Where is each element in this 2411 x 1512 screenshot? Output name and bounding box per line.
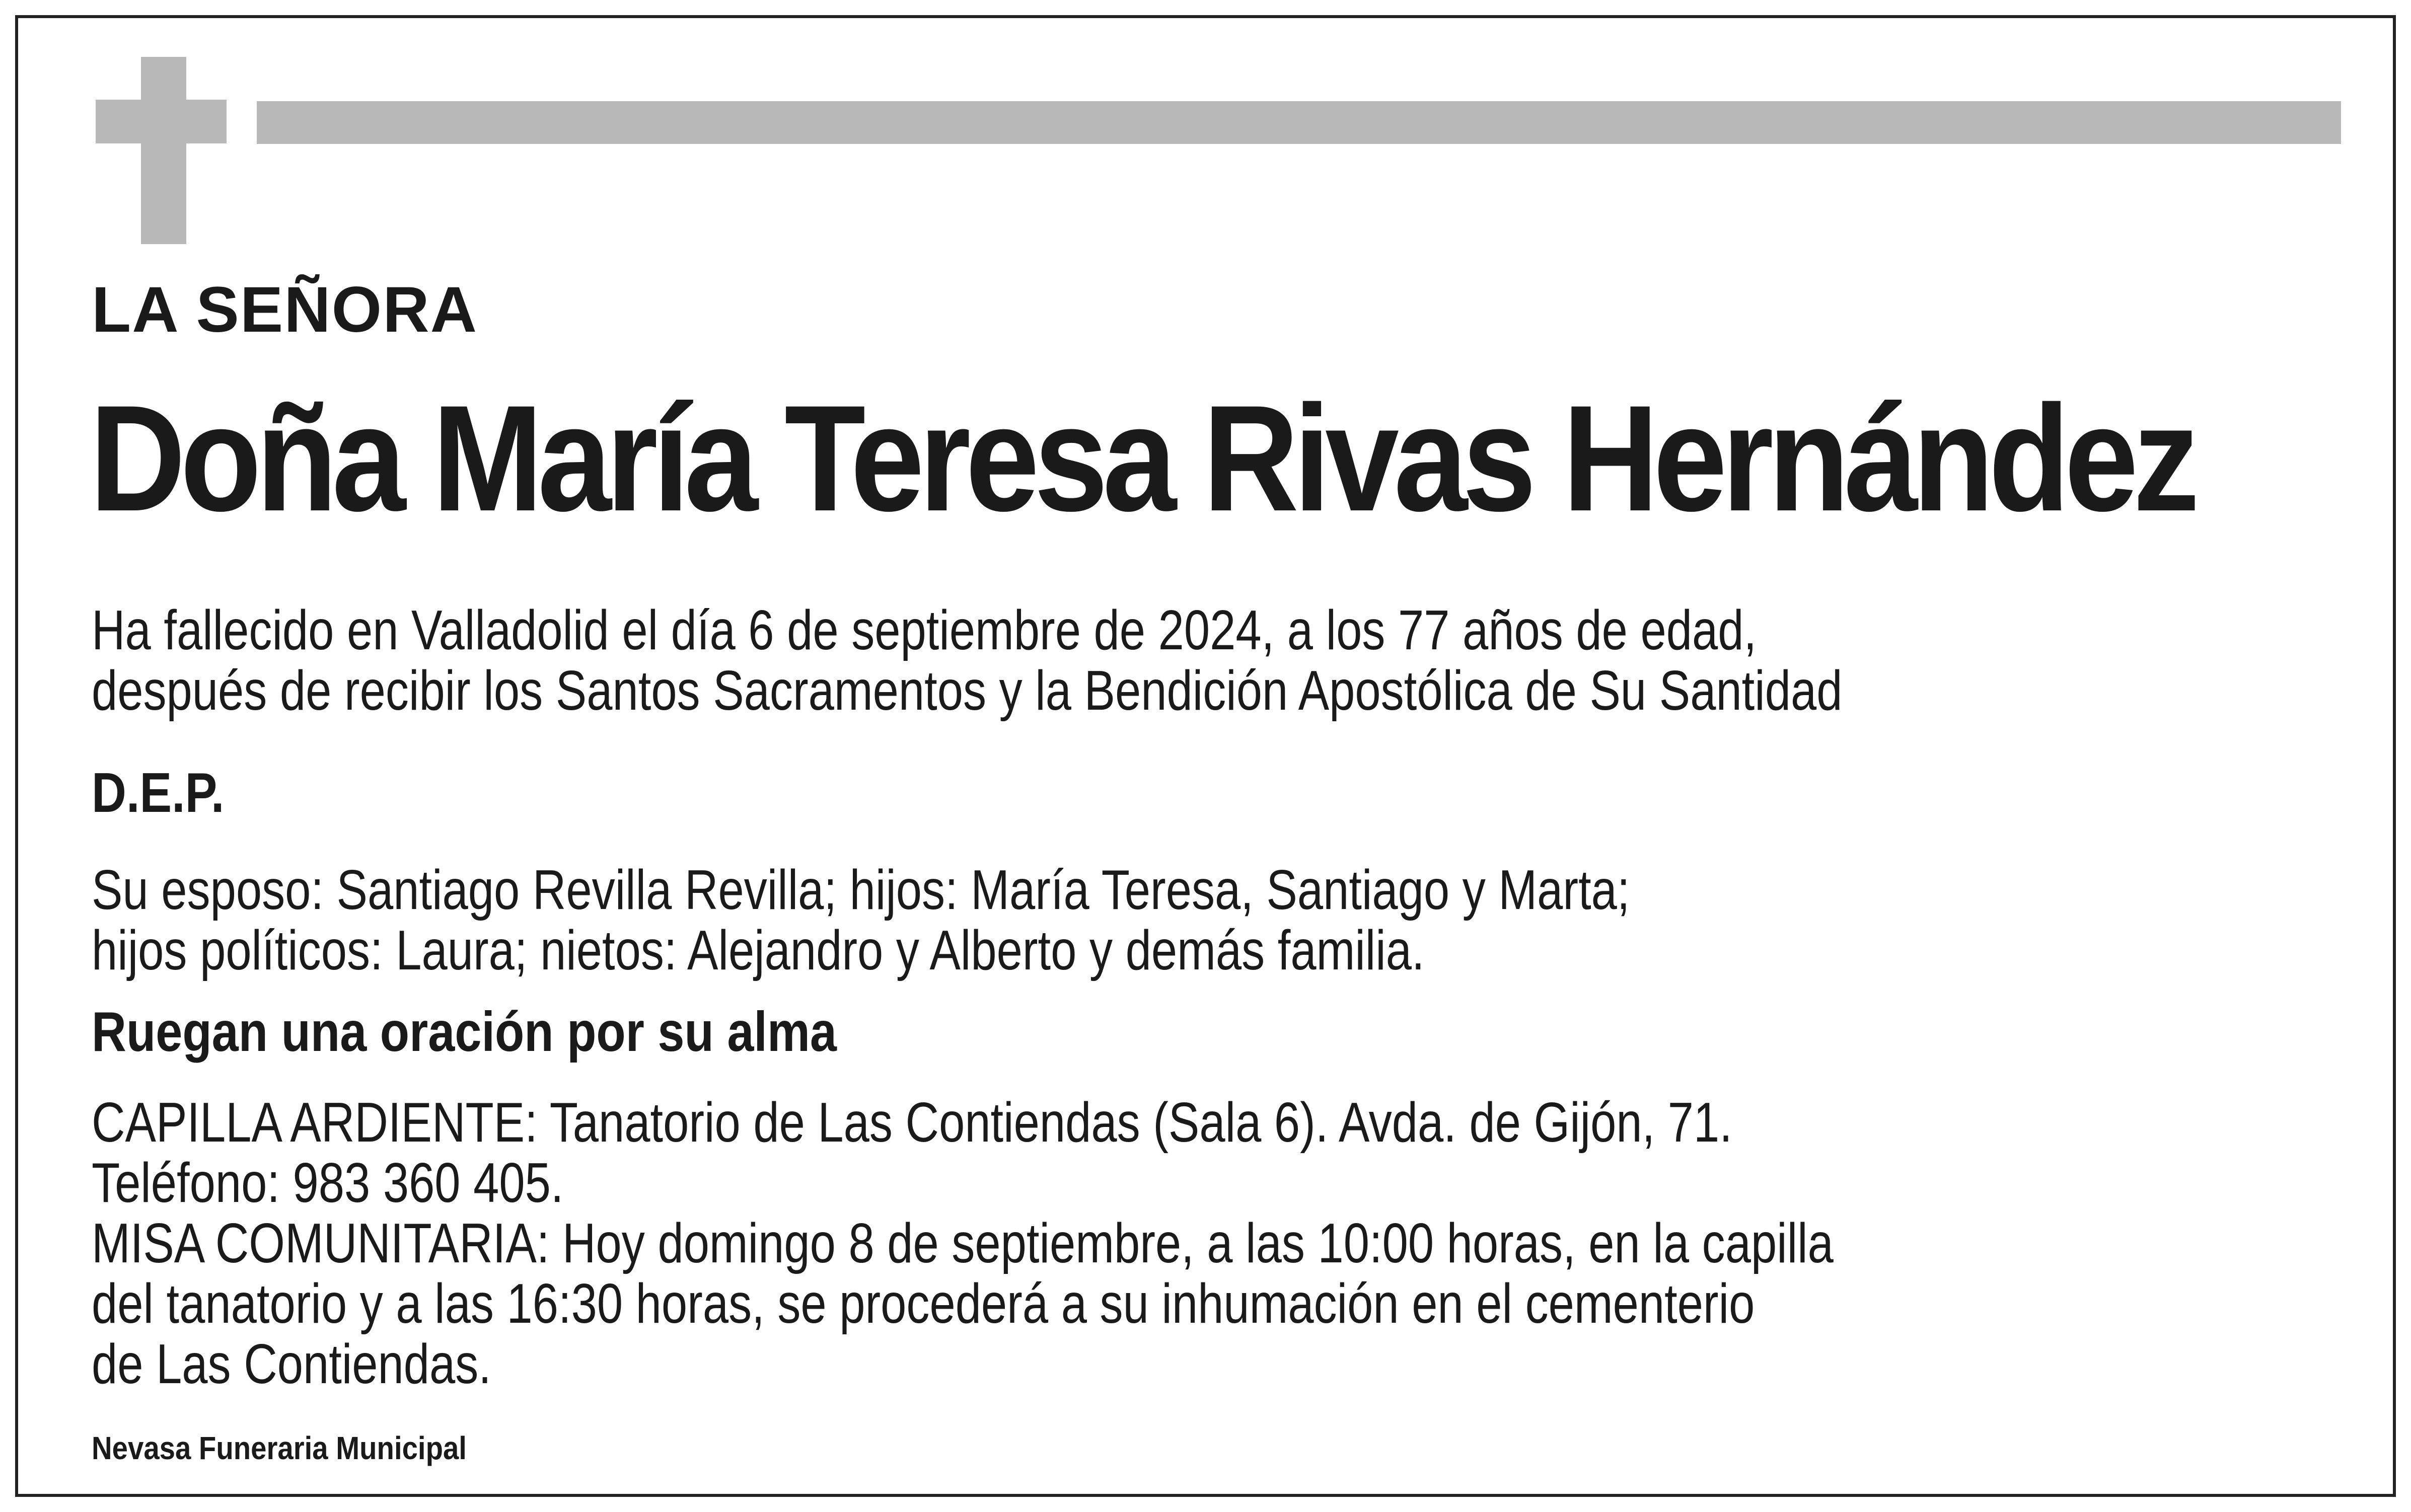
- header-rule: [257, 101, 2341, 144]
- family-line-2: hijos políticos: Laura; nietos: Alejandro y Alberto y demás familia.: [92, 919, 1425, 981]
- deceased-name: Doña María Teresa Rivas Hernández: [90, 373, 2195, 543]
- dep-label: D.E.P.: [92, 762, 225, 824]
- funeral-home: Nevasa Funeraria Municipal: [92, 1430, 467, 1466]
- death-line-1: Ha fallecido en Valladolid el día 6 de septiembre de 2024, a los 77 años de edad,: [92, 599, 1757, 661]
- cross-horizontal-bar: [96, 100, 227, 143]
- service-line-1: CAPILLA ARDIENTE: Tanatorio de Las Contiendas (Sala 6). Avda. de Gijón, 71.: [92, 1091, 1732, 1154]
- death-announcement: [92, 600, 1842, 721]
- honorific: LA SEÑORA: [92, 274, 478, 346]
- cross-vertical-bar: [141, 57, 186, 244]
- family-list: [92, 860, 1630, 980]
- death-line-2: después de recibir los Santos Sacramentos y la Bendición Apostólica de Su Santidad: [92, 659, 1843, 722]
- family-line-1: Su esposo: Santiago Revilla Revilla; hijos: María Teresa, Santiago y Marta;: [92, 859, 1630, 921]
- service-line-4: del tanatorio y a las 16:30 horas, se procederá a su inhumación en el cementerio: [92, 1272, 1755, 1335]
- service-line-2: Teléfono: 983 360 405.: [92, 1152, 564, 1214]
- service-line-3: MISA COMUNITARIA: Hoy domingo 8 de septiembre, a las 10:00 horas, en la capilla: [92, 1212, 1834, 1274]
- prayer-request: Ruegan una oración por su alma: [92, 1001, 837, 1063]
- cross-icon: [96, 57, 227, 244]
- service-details: [92, 1092, 1834, 1394]
- service-line-5: de Las Contiendas.: [92, 1333, 491, 1395]
